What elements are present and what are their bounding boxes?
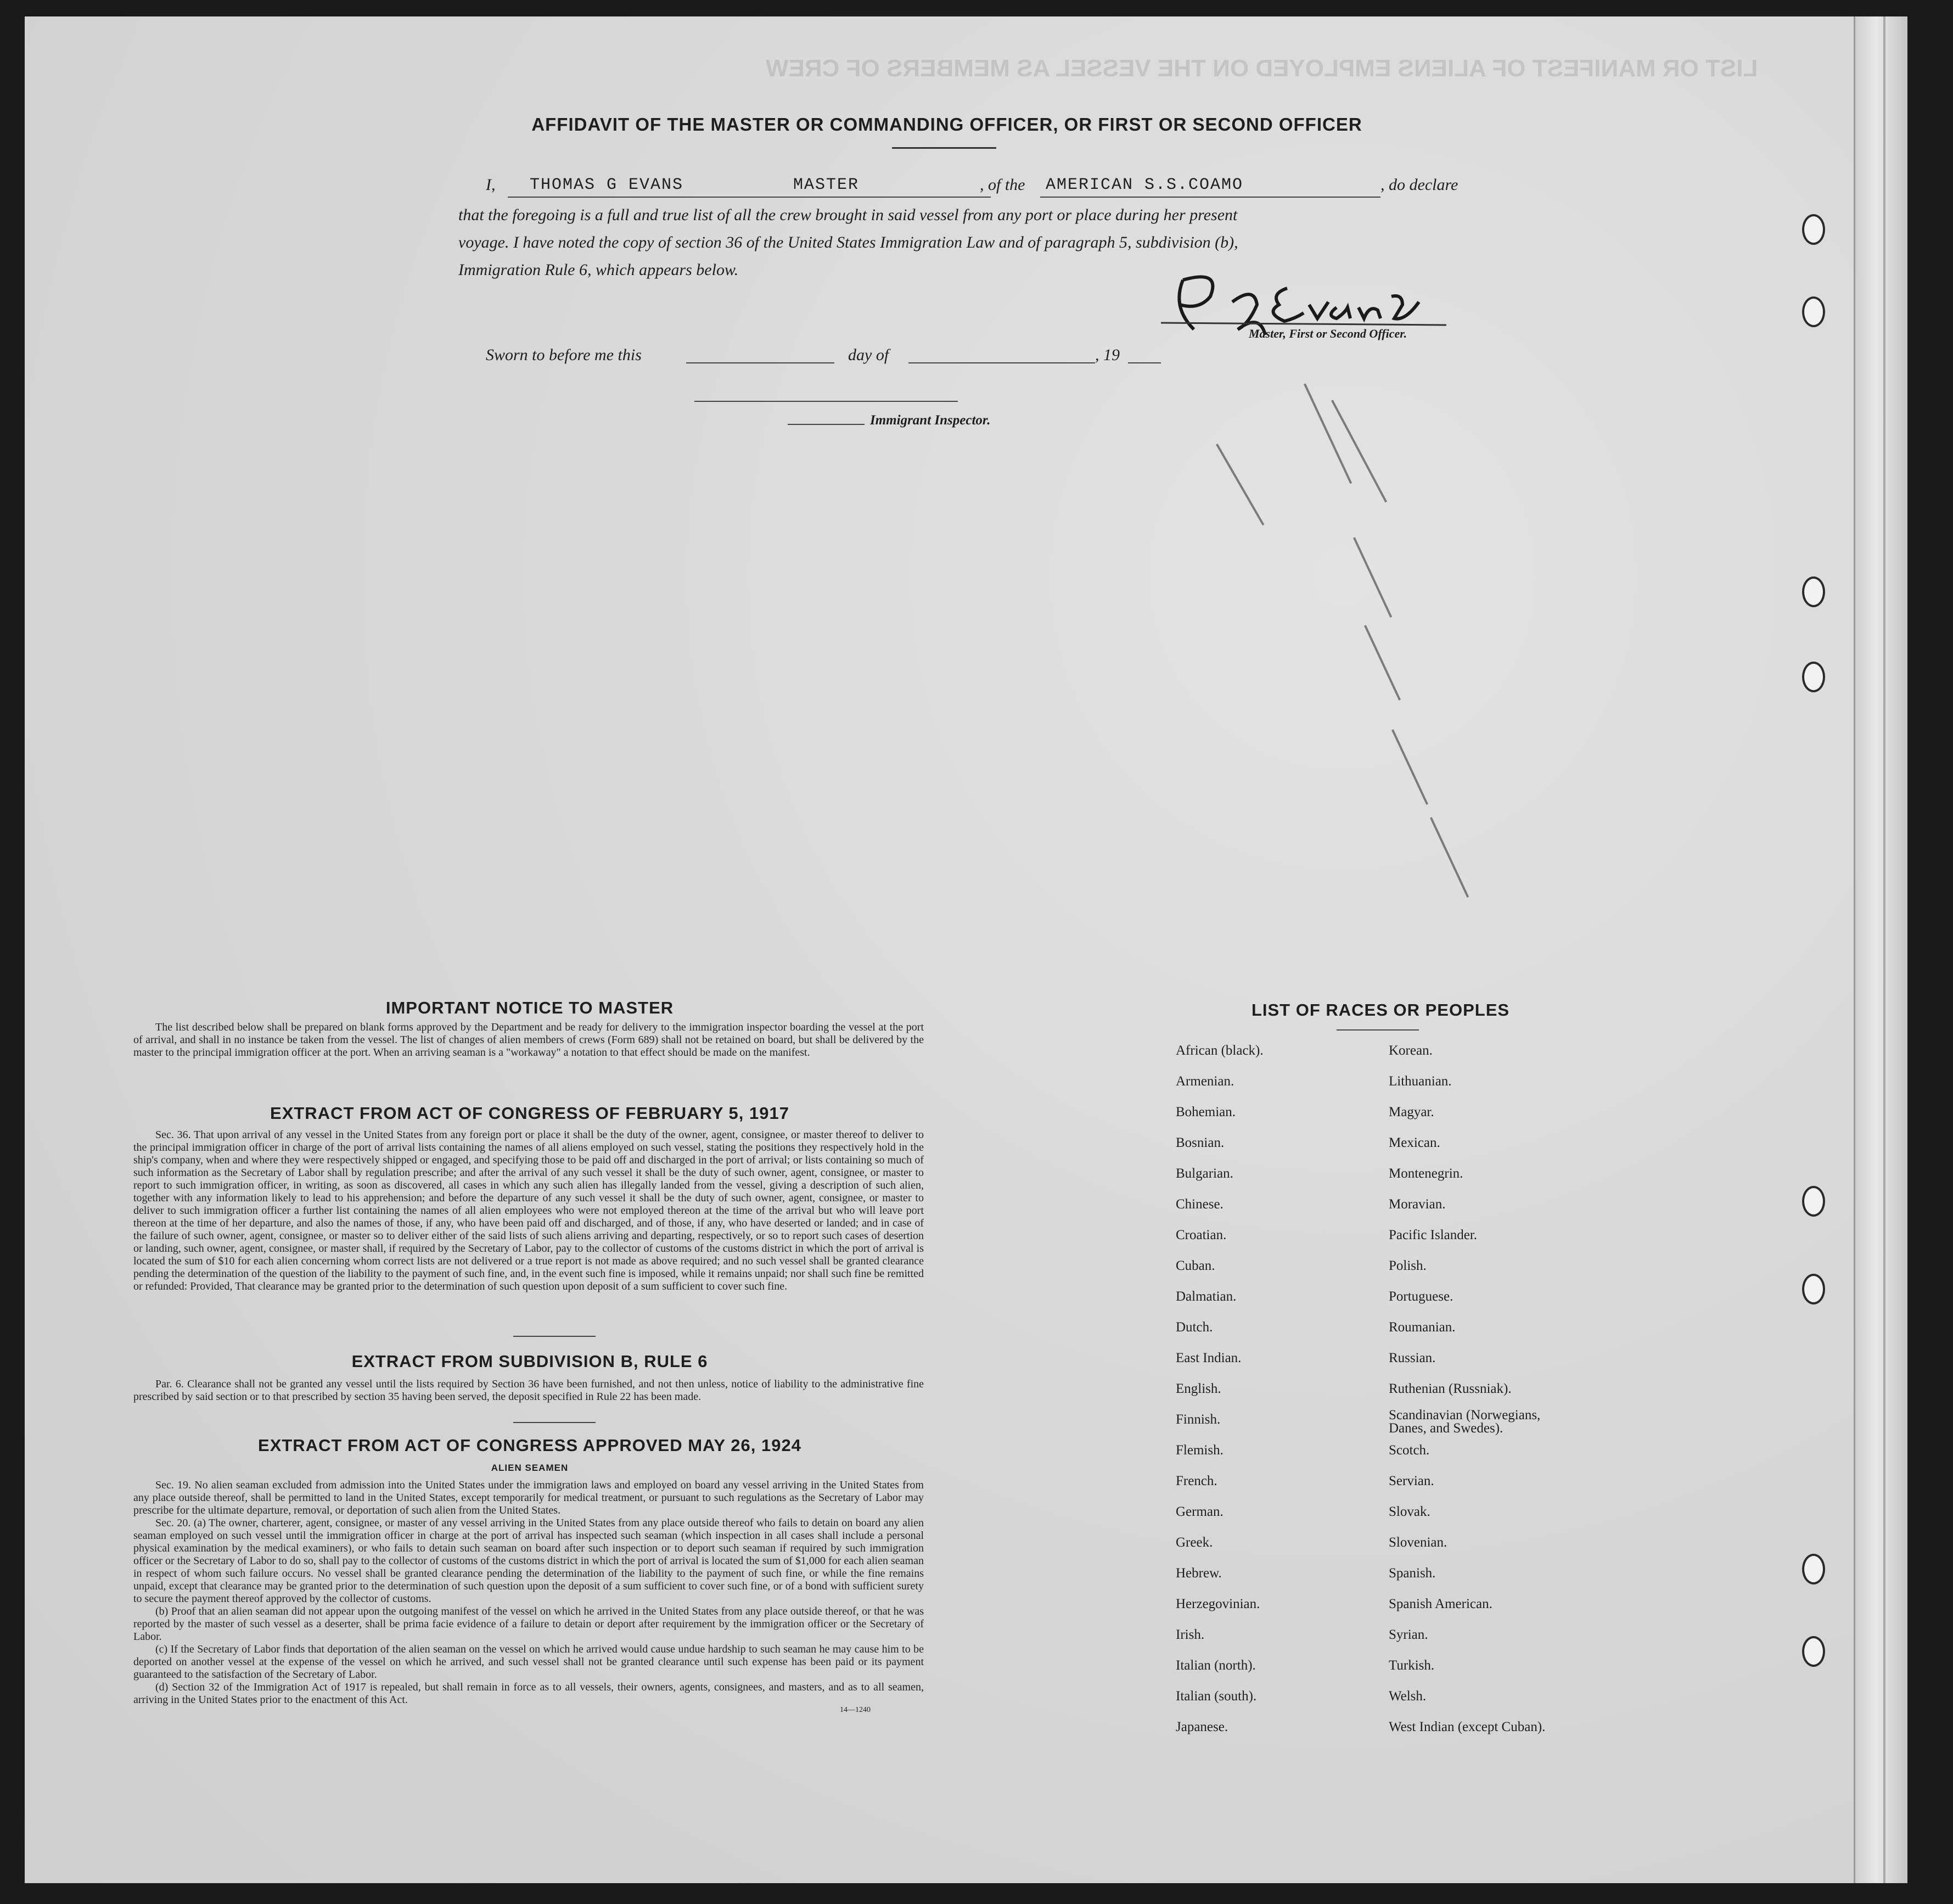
section-rule [513, 1422, 596, 1423]
affidavit-line-1: that the foregoing is a full and true list of all the crew brought in said vessel from any port or place during her present [458, 206, 1238, 224]
race-item: Irish. [1176, 1627, 1205, 1642]
race-item: Scotch. [1389, 1443, 1430, 1458]
fill-line [508, 197, 991, 198]
race-item: German. [1176, 1504, 1224, 1519]
punch-hole [1802, 576, 1825, 607]
document-page [25, 16, 1907, 1883]
sheet-edge-line [1883, 16, 1885, 1883]
fill-line [694, 401, 958, 402]
race-item: Roumanian. [1389, 1320, 1456, 1335]
title-rule [892, 147, 996, 149]
extract-1917-title: EXTRACT FROM ACT OF CONGRESS OF FEBRUARY 5, 1917 [270, 1104, 789, 1123]
sec-20-d: (d) Section 32 of the Immigration Act of 1917 is repealed, but shall remain in force as to all vessels, their owners, agents, consignees, and masters, and as to all seamen, arriving in the United States prior to the enactment of this Act. [133, 1681, 924, 1706]
year-label: , 19 [1095, 346, 1120, 364]
race-item: Chinese. [1176, 1197, 1224, 1212]
sec-20-a: Sec. 20. (a) The owner, charterer, agent, consignee, or master of any vessel arriving in the United States from any place outside thereof who fails to detain on board any alien seaman employed on such vessel until the immigration officer in charge at the port of arrival has inspected such seaman (which inspection in all cases shall include a personal physical examination by the medical examiners), or who fails to detain such seaman on board after such inspection or to deport such seaman if required by such immigration officer or the Secretary of Labor to do so, shall pay to the collector of customs of the customs district in which the port of arrival is located the sum of $1,000 for each alien seaman in respect of whom such failure occurs. No vessel shall be granted clearance pending the determination of the liability to the payment of such fine, or while the fine remains unpaid, except that clearance may be granted prior to the determination of such question upon the deposit of a sum sufficient to cover such fine, or of a bond with sufficient surety to secure the payment thereof approved by the collector of customs. [133, 1517, 924, 1605]
fill-line [686, 362, 834, 363]
race-item: West Indian (except Cuban). [1389, 1720, 1546, 1734]
extract-rule6-title: EXTRACT FROM SUBDIVISION B, RULE 6 [351, 1352, 708, 1371]
race-item: Spanish American. [1389, 1597, 1492, 1611]
check-mark [1364, 625, 1401, 701]
check-mark [1216, 444, 1264, 525]
declare-label: , do declare [1380, 176, 1458, 194]
affidavit-pronoun: I, [486, 176, 496, 194]
fill-line [1040, 197, 1380, 198]
sheet-edge [1854, 16, 1907, 1883]
race-item: Turkish. [1389, 1658, 1435, 1673]
check-mark [1331, 400, 1387, 502]
race-item: Russian. [1389, 1351, 1436, 1365]
extract-1917-text: Sec. 36. That upon arrival of any vessel in the United States from any foreign port or place it shall be the duty of the owner, agent, consignee, or master thereof to deliver to the principal immigration officer in charge of the port of arrival lists containing the names of all aliens employed on such vessel, stating the positions they respectively hold in the ship's company, when and where they were respectively shipped or engaged, and specifying those to be paid off and discharged in the port of arrival; or lists containing so much of such information as the Secretary of Labor shall by regulation prescribe; and after the arrival of any such vessel it shall be the duty of such owner, agent, consignee, or master to report to such immigration officer, in writing, as soon as discovered, all cases in which any such alien has illegally landed from the vessel, giving a description of such alien, together with any information likely to lead to his apprehension; and before the departure of any such vessel it shall be the duty of such owner, agent, consignee, or master to deliver to such immigration officer a further list containing the names of all alien employees who were not employed thereon at the time of the arrival but who will leave port thereon at the time of her departure, and also the names of those, if any, who have been paid off and discharged, and of those, if any, who have deserted or landed; and in case of the failure of such owner, agent, consignee, or master so to deliver either of the said lists of such aliens arriving and departing, respectively, or so to report such cases of desertion or landing, such owner, agent, consignee, or master shall, if required by the Secretary of Labor, pay to the collector of customs of the customs district in which the port of arrival is located the sum of $10 for each alien concerning whom correct lists are not delivered or a true report is not made as above required; and no such vessel shall be granted clearance pending the determination of the question of the liability to the payment of such fine, and, in the event such fine is imposed, while it remains unpaid; nor shall such fine be remitted or refunded: Provided, That clearance may be granted prior to the determination of such question upon deposit of a sum sufficient to cover such fine. [133, 1129, 924, 1292]
race-item: Servian. [1389, 1474, 1434, 1488]
punch-hole [1802, 1554, 1825, 1584]
race-item: Pacific Islander. [1389, 1228, 1478, 1242]
title-rule [1337, 1029, 1419, 1031]
race-item: Portuguese. [1389, 1289, 1453, 1304]
race-item: Italian (south). [1176, 1689, 1257, 1704]
punch-hole [1802, 1186, 1825, 1217]
race-item: Flemish. [1176, 1443, 1224, 1458]
affidavit-line-3: Immigration Rule 6, which appears below. [458, 261, 739, 279]
race-item: African (black). [1176, 1043, 1264, 1058]
sec-20-c: (c) If the Secretary of Labor finds that deportation of the alien seaman on the vessel on which he arrived would cause undue hardship to such seaman he may cause him to be deported on another vessel at the expense of the vessel on which he arrived, and such vessel shall not be granted clearance until such expense has been paid or its payment guaranteed to the satisfaction of the Secretary of Labor. [133, 1643, 924, 1681]
master-rank: MASTER [793, 176, 860, 194]
race-item: Dutch. [1176, 1320, 1213, 1335]
race-item: French. [1176, 1474, 1217, 1488]
race-item: Mexican. [1389, 1135, 1440, 1150]
punch-hole [1802, 1636, 1825, 1667]
race-item: Scandinavian (Norwegians, Danes, and Swedes). [1389, 1408, 1541, 1436]
punch-hole [1802, 296, 1825, 327]
race-item: Herzegovinian. [1176, 1597, 1260, 1611]
notice-text: The list described below shall be prepared on blank forms approved by the Department and be ready for delivery to the immigration inspector boarding the vessel at the port of arrival, and shall in no instance be taken from the vessel. The list of changes of alien members of crews (Form 689) shall not be retained on board, but shall be delivered by the master to the principal immigration officer at the port. When an arriving seaman is a "workaway" a notation to that effect should be made on the manifest. [133, 1021, 924, 1059]
check-mark [1304, 383, 1352, 484]
fill-line [908, 362, 1095, 363]
sworn-label: Sworn to before me this [486, 346, 642, 364]
race-item: Korean. [1389, 1043, 1433, 1058]
race-item: Italian (north). [1176, 1658, 1256, 1673]
race-item: English. [1176, 1381, 1221, 1396]
race-item: Slovak. [1389, 1504, 1430, 1519]
notice-title: IMPORTANT NOTICE TO MASTER [385, 998, 674, 1017]
race-item: Bulgarian. [1176, 1166, 1233, 1181]
race-item: Croatian. [1176, 1228, 1227, 1242]
extract-1924-title: EXTRACT FROM ACT OF CONGRESS APPROVED MAY 26, 1924 [258, 1436, 801, 1455]
master-name: THOMAS G EVANS [530, 176, 684, 194]
race-item: East Indian. [1176, 1351, 1242, 1365]
races-title: LIST OF RACES OR PEOPLES [1251, 1000, 1510, 1020]
signature-caption: Master, First or Second Officer. [1249, 327, 1407, 340]
race-item: Syrian. [1389, 1627, 1428, 1642]
race-item: Montenegrin. [1389, 1166, 1463, 1181]
vessel-name: AMERICAN S.S.COAMO [1046, 176, 1244, 194]
check-mark [1430, 817, 1469, 898]
affidavit-line-2: voyage. I have noted the copy of section 36 of the United States Immigration Law and of paragraph 5, subdivision (b), [458, 233, 1238, 251]
race-item: Bosnian. [1176, 1135, 1225, 1150]
inspector-label: Immigrant Inspector. [870, 413, 991, 428]
race-item: Moravian. [1389, 1197, 1446, 1212]
form-number: 14—1240 [840, 1706, 871, 1714]
race-item: Bohemian. [1176, 1105, 1236, 1119]
race-item: Dalmatian. [1176, 1289, 1237, 1304]
of-the-label: , of the [980, 176, 1025, 194]
extract-1924-text [133, 1479, 924, 1706]
fill-line [788, 424, 865, 425]
race-item: Spanish. [1389, 1566, 1436, 1581]
race-item: Lithuanian. [1389, 1074, 1452, 1089]
race-item: Polish. [1389, 1258, 1427, 1273]
race-item: Welsh. [1389, 1689, 1427, 1704]
race-item: Slovenian. [1389, 1535, 1447, 1550]
punch-hole [1802, 1274, 1825, 1304]
check-mark [1353, 537, 1392, 618]
race-item: Armenian. [1176, 1074, 1234, 1089]
sec-19: Sec. 19. No alien seaman excluded from admission into the United States under the immigration laws and employed on board any vessel arriving in the United States from any place outside thereof, shall be permitted to land in the United States, except temporarily for medical treatment, or pursuant to such regulations as the Secretary of Labor may prescribe for the ultimate departure, removal, or deportation of such alien from the United States. [133, 1479, 924, 1516]
section-rule [513, 1336, 596, 1337]
race-item: Magyar. [1389, 1105, 1434, 1119]
race-item: Finnish. [1176, 1412, 1221, 1427]
day-of-label: day of [848, 346, 889, 364]
extract-1924-subtitle: ALIEN SEAMEN [491, 1463, 569, 1473]
race-item: Greek. [1176, 1535, 1213, 1550]
punch-hole [1802, 214, 1825, 245]
extract-rule6-text: Par. 6. Clearance shall not be granted any vessel until the lists required by Section 36 have been furnished, and not then unless, notice of liability to the administrative fine prescribed by said section or to that prescribed by section 35 having been served, the deposit specified in Rule 22 has been made. [133, 1378, 924, 1403]
affidavit-title: AFFIDAVIT OF THE MASTER OR COMMANDING OFFICER, OR FIRST OR SECOND OFFICER [531, 114, 1362, 135]
race-item: Cuban. [1176, 1258, 1215, 1273]
race-item: Ruthenian (Russniak). [1389, 1381, 1512, 1396]
fill-line [1128, 362, 1161, 363]
punch-hole [1802, 662, 1825, 692]
sec-20-b: (b) Proof that an alien seaman did not appear upon the outgoing manifest of the vessel on which he arrived in the United States from any place outside thereof, or that he was reported by the master of such vessel as a deserter, shall be prima facie evidence of a failure to detain or deport after requirement by the immigration officer or the Secretary of Labor. [133, 1605, 924, 1643]
race-item: Hebrew. [1176, 1566, 1222, 1581]
bleed-through: LIST OR MANIFEST OF ALIENS EMPLOYED ON THE VESSEL AS MEMBERS OF CREW [766, 55, 1758, 82]
check-mark [1391, 729, 1428, 805]
race-item: Japanese. [1176, 1720, 1228, 1734]
